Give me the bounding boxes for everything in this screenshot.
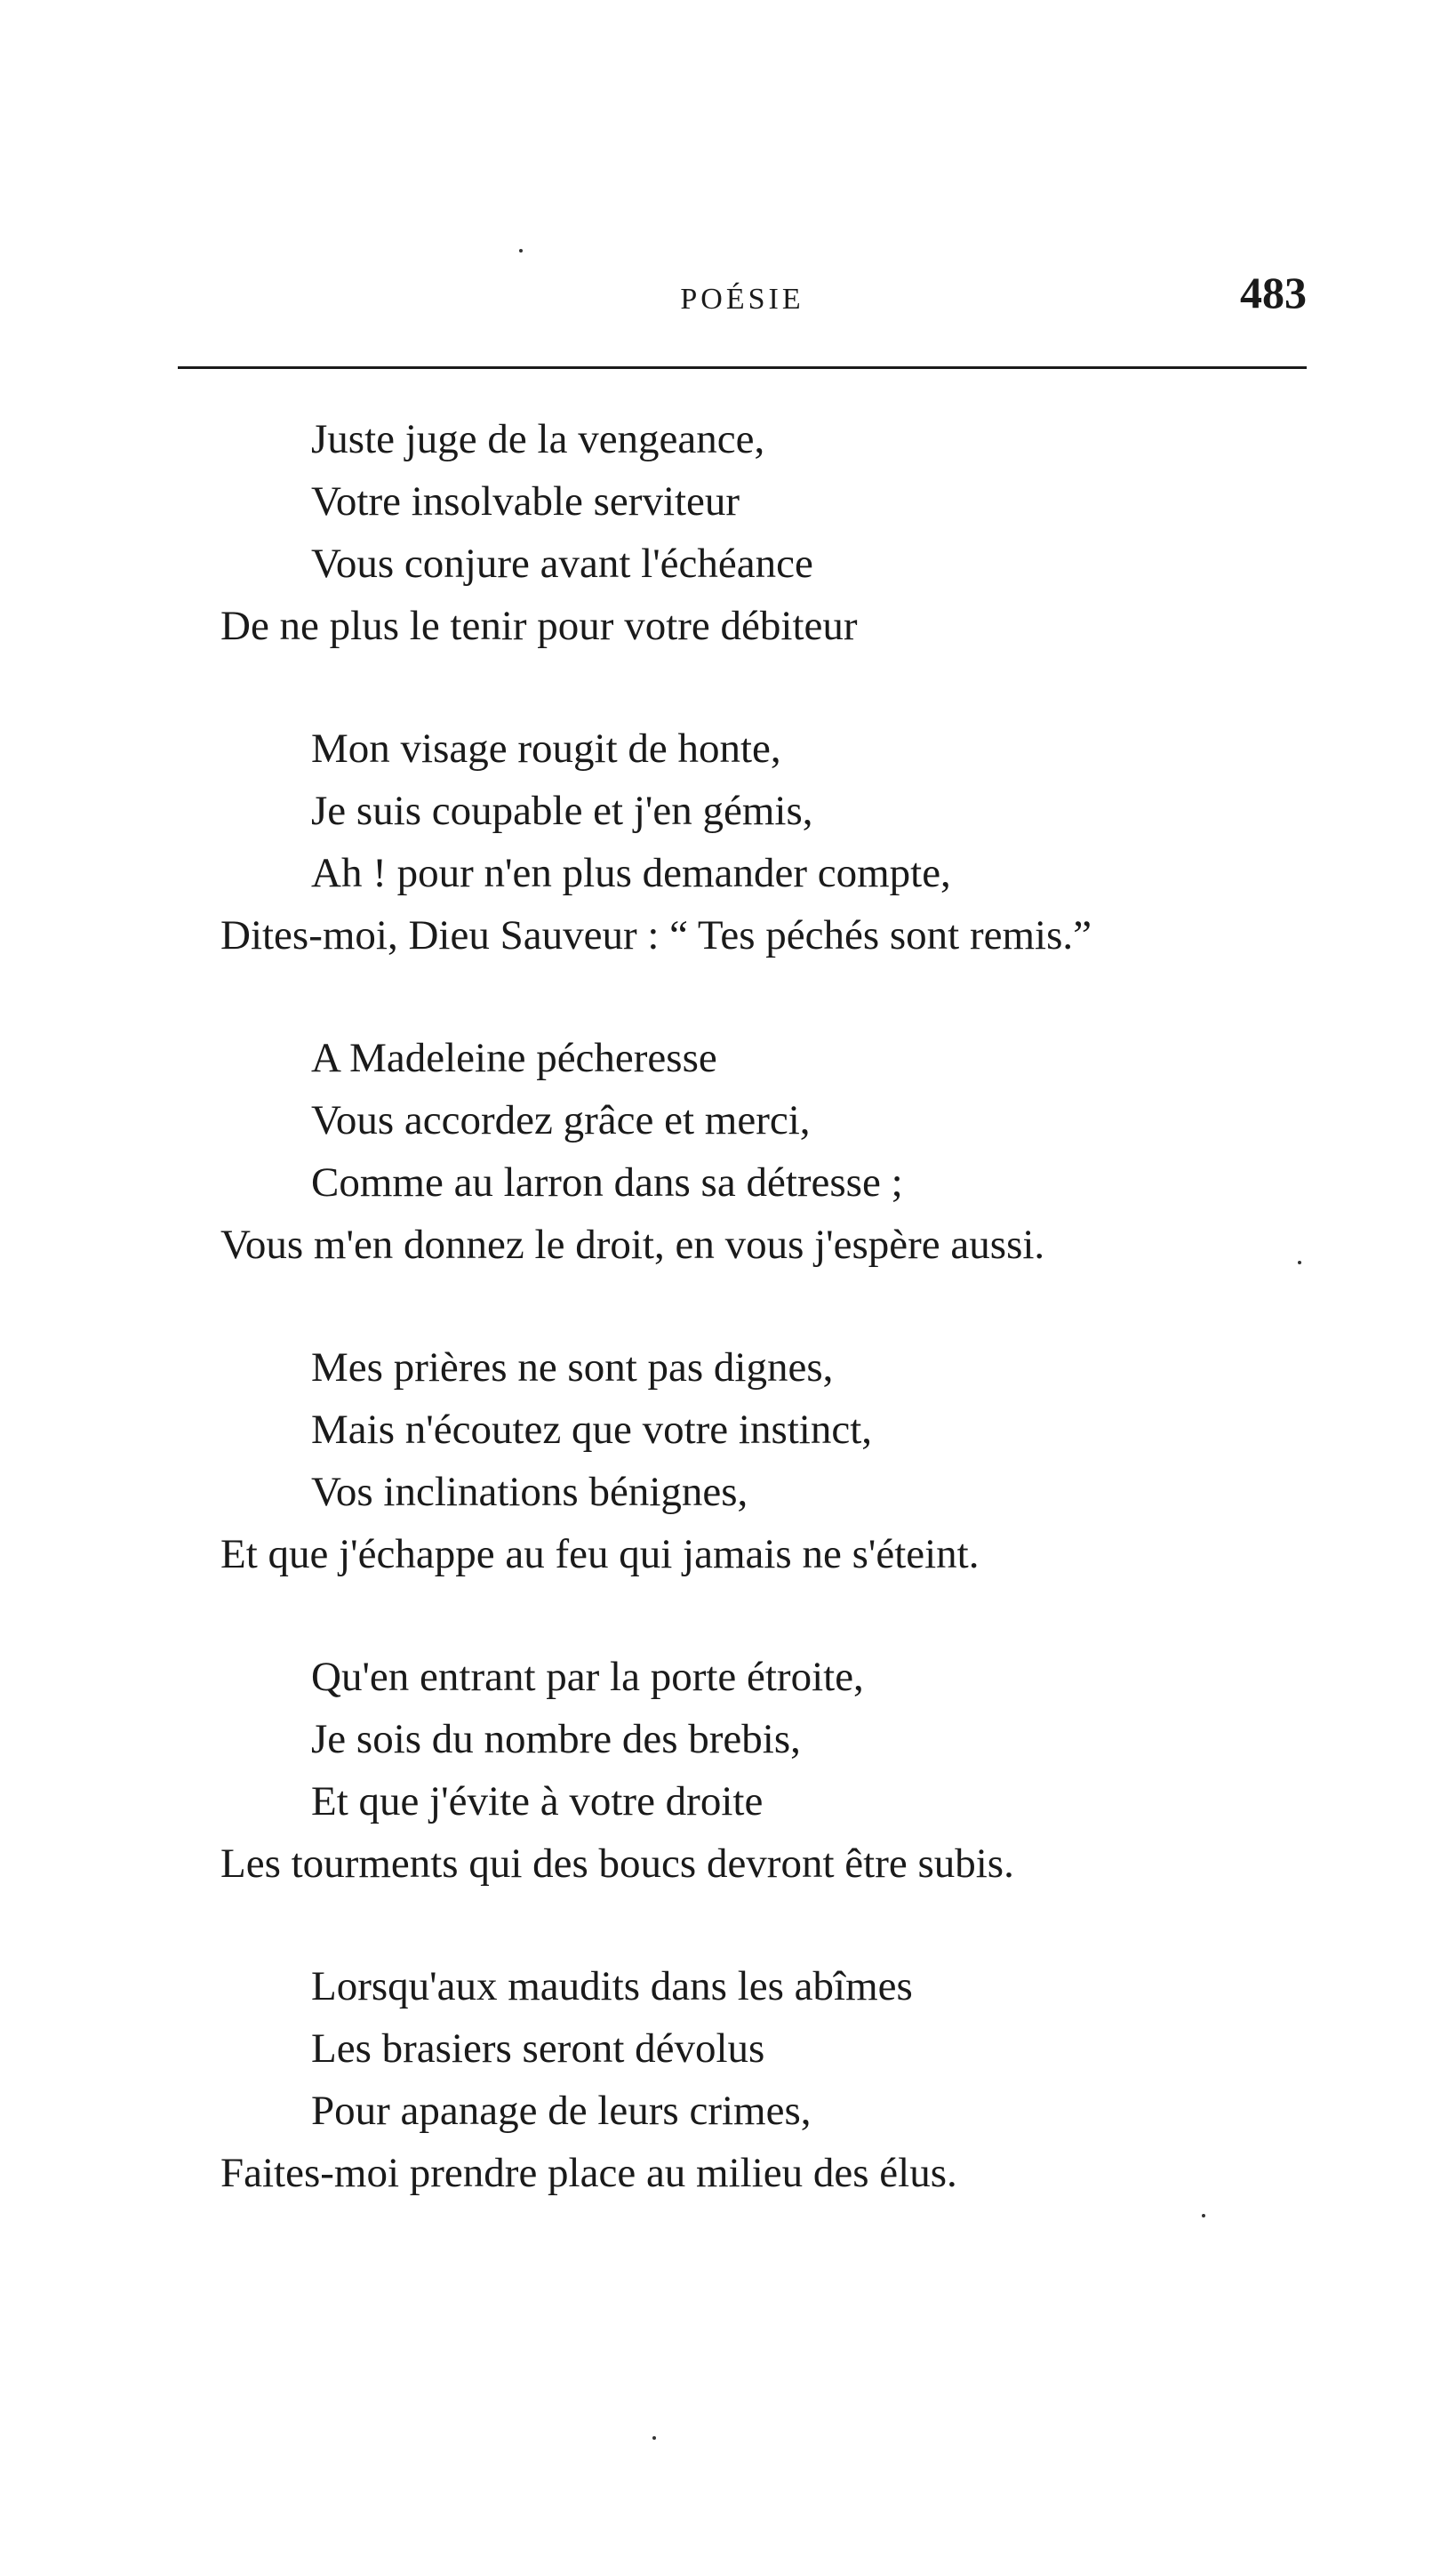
page-number: 483 (1240, 268, 1307, 317)
print-speck (1298, 1261, 1301, 1264)
verse-line: Dites-moi, Dieu Sauveur : “ Tes péchés sont remis.” (220, 912, 1092, 958)
verse-line: Votre insolvable serviteur (311, 478, 740, 525)
verse-line: Qu'en entrant par la porte étroite, (311, 1654, 864, 1700)
verse-line: A Madeleine pécheresse (311, 1035, 717, 1081)
verse-line: Pour apanage de leurs crimes, (311, 2088, 812, 2134)
verse-line: Mes prières ne sont pas dignes, (311, 1344, 834, 1391)
print-speck (519, 249, 523, 253)
verse-line: Vos inclinations bénignes, (311, 1469, 748, 1515)
verse-line: De ne plus le tenir pour votre débiteur (220, 603, 858, 649)
verse-line: Mon visage rougit de honte, (311, 726, 781, 772)
stanza (0, 411, 1456, 720)
verse-line: Vous m'en donnez le droit, en vous j'espère aussi. (220, 1222, 1045, 1268)
running-head (178, 267, 1307, 338)
verse-line: Je suis coupable et j'en gémis, (311, 788, 813, 834)
header-rule (178, 366, 1307, 369)
verse-line: Et que j'évite à votre droite (311, 1778, 764, 1824)
verse-line: Ah ! pour n'en plus demander compte, (311, 850, 951, 896)
verse-line: Et que j'échappe au feu qui jamais ne s'éteint. (220, 1531, 980, 1577)
verse-line: Les tourments qui des boucs devront être subis. (220, 1840, 1014, 1887)
verse-line: Lorsqu'aux maudits dans les abîmes (311, 1963, 913, 2009)
print-speck (652, 2436, 656, 2440)
verse-line: Juste juge de la vengeance, (311, 416, 765, 462)
stanza (0, 1030, 1456, 1339)
stanza (0, 1648, 1456, 1958)
verse-line: Vous accordez grâce et merci, (311, 1097, 811, 1143)
verse-line: Comme au larron dans sa détresse ; (311, 1159, 903, 1206)
verse-line: Je sois du nombre des brebis, (311, 1716, 801, 1762)
stanza (0, 1339, 1456, 1648)
poem (0, 411, 1456, 2267)
verse-line: Mais n'écoutez que votre instinct, (311, 1407, 873, 1453)
verse-line: Faites-moi prendre place au milieu des élus. (220, 2150, 957, 2196)
stanza (0, 720, 1456, 1030)
print-speck (1202, 2214, 1205, 2217)
verse-line: Les brasiers seront dévolus (311, 2025, 765, 2072)
verse-line: Vous conjure avant l'échéance (311, 541, 813, 587)
running-title: POÉSIE (680, 283, 804, 316)
stanza (0, 1958, 1456, 2267)
